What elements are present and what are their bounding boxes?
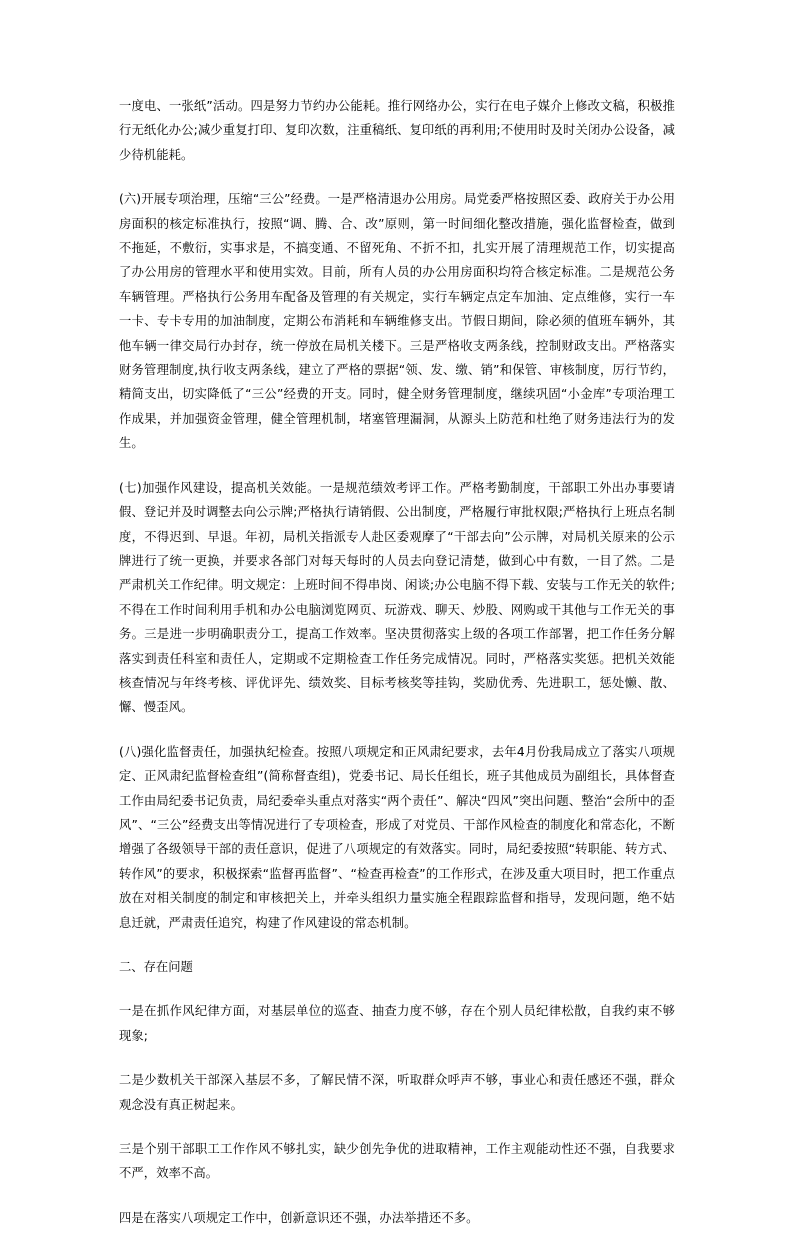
paragraph-work-style: (七)加强作风建设，提高机关效能。一是规范绩效考评工作。严格考勤制度，干部职工外出办事要请假、登记并及时调整去向公示牌;严格执行请销假、公出制度，严格履行审批权限;严格执行上班点名制度，不得迟到、早退。年初，局机关指派专人赴区委观摩了“干部去向”公示牌，对局机关原来的公示牌进行了统一更换，并要求各部门对每天每时的人员去向登记清楚，做到心中有数，一目了然。二是严肃机关工作纪律。明文规定：上班时间不得串岗、闲谈;办公电脑不得下载、安装与工作无关的软件;不得在工作时间利用手机和办公电脑浏览网页、玩游戏、聊天、炒股、网购或干其他与工作无关的事务。三是进一步明确职责分工，提高工作效率。坚决贯彻落实上级的各项工作部署，把工作任务分解落实到责任科室和责任人，定期或不定期检查工作任务完成情况。同时，严格落实奖惩。把机关效能核查情况与年终考核、评优评先、绩效奖、目标考核奖等挂钩，奖励优秀、先进职工，惩处懒、散、懈、慢歪风。: [119, 480, 675, 715]
section-heading: 二、存在问题: [119, 960, 193, 974]
problem-item-4: 四是在落实八项规定工作中，创新意识还不强，办法举措还不多。: [119, 1210, 479, 1225]
problem-item-2: 二是少数机关干部深入基层不多，了解民情不深，听取群众呼声不够，事业心和责任感还不强，群众观念没有真正树起来。: [119, 1073, 675, 1112]
problem-item-3: 三是个别干部职工工作作风不够扎实，缺少创先争优的进取精神，工作主观能动性还不强，自我要求不严，效率不高。: [119, 1142, 675, 1181]
paragraph-energy-saving: 一度电、一张纸”活动。四是努力节约办公能耗。推行网络办公，实行在电子媒介上修改文稿，积极推行无纸化办公;减少重复打印、复印次数，注重稿纸、复印纸的再利用;不使用时及时关闭办公设备，减少待机能耗。: [119, 99, 675, 162]
document-body: [119, 94, 675, 1250]
problem-item-1: 一是在抓作风纪律方面，对基层单位的巡查、抽查力度不够，存在个别人员纪律松散，自我约束不够现象;: [119, 1004, 675, 1043]
paragraph-supervision: (八)强化监督责任，加强执纪检查。按照八项规定和正风肃纪要求，去年4月份我局成立了落实八项规定、正风肃纪监督检查组”(简称督查组)，党委书记、局长任组长，班子其他成员为副组长，具体督查工作由局纪委书记负责，局纪委牵头重点对落实“两个责任”、解决“四风”突出问题、整治“会所中的歪风”、“三公”经费支出等情况进行了专项检查，形成了对党员、干部作风检查的制度化和常态化，不断增强了各级领导干部的责任意识，促进了八项规定的有效落实。同时，局纪委按照“转职能、转方式、转作风”的要求，积极探索“监督再监督”、“检查再检查”的工作形式，在涉及重大项目时，把工作重点放在对相关制度的制定和审核把关上，并牵头组织力量实施全程跟踪监督和指导，发现问题，绝不姑息迁就，严肃责任追究，构建了作风建设的常态机制。: [119, 744, 675, 930]
paragraph-special-governance: (六)开展专项治理，压缩“三公”经费。一是严格清退办公用房。局党委严格按照区委、政府关于办公用房面积的核定标准执行，按照“调、腾、合、改”原则，第一时间细化整改措施，强化监督检查，做到不拖延，不敷衍，实事求是，不搞变通、不留死角、不折不扣，扎实开展了清理规范工作，切实提高了办公用房的管理水平和使用实效。目前，所有人员的办公用房面积均符合核定标准。二是规范公务车辆管理。严格执行公务用车配备及管理的有关规定，实行车辆定点定车加油、定点维修，实行一车一卡、专卡专用的加油制度，定期公布消耗和车辆维修支出。节假日期间，除必须的值班车辆外，其他车辆一律交局行办封存，统一停放在局机关楼下。三是严格收支两条线，控制财政支出。严格落实财务管理制度,执行收支两条线，建立了严格的票据“领、发、缴、销”和保管、审核制度，厉行节约，精简支出，切实降低了“三公”经费的开支。同时，健全财务管理制度，继续巩固“小金库”专项治理工作成果，并加强资金管理，健全管理机制，堵塞管理漏洞，从源头上防范和杜绝了财务违法行为的发生。: [119, 192, 675, 451]
